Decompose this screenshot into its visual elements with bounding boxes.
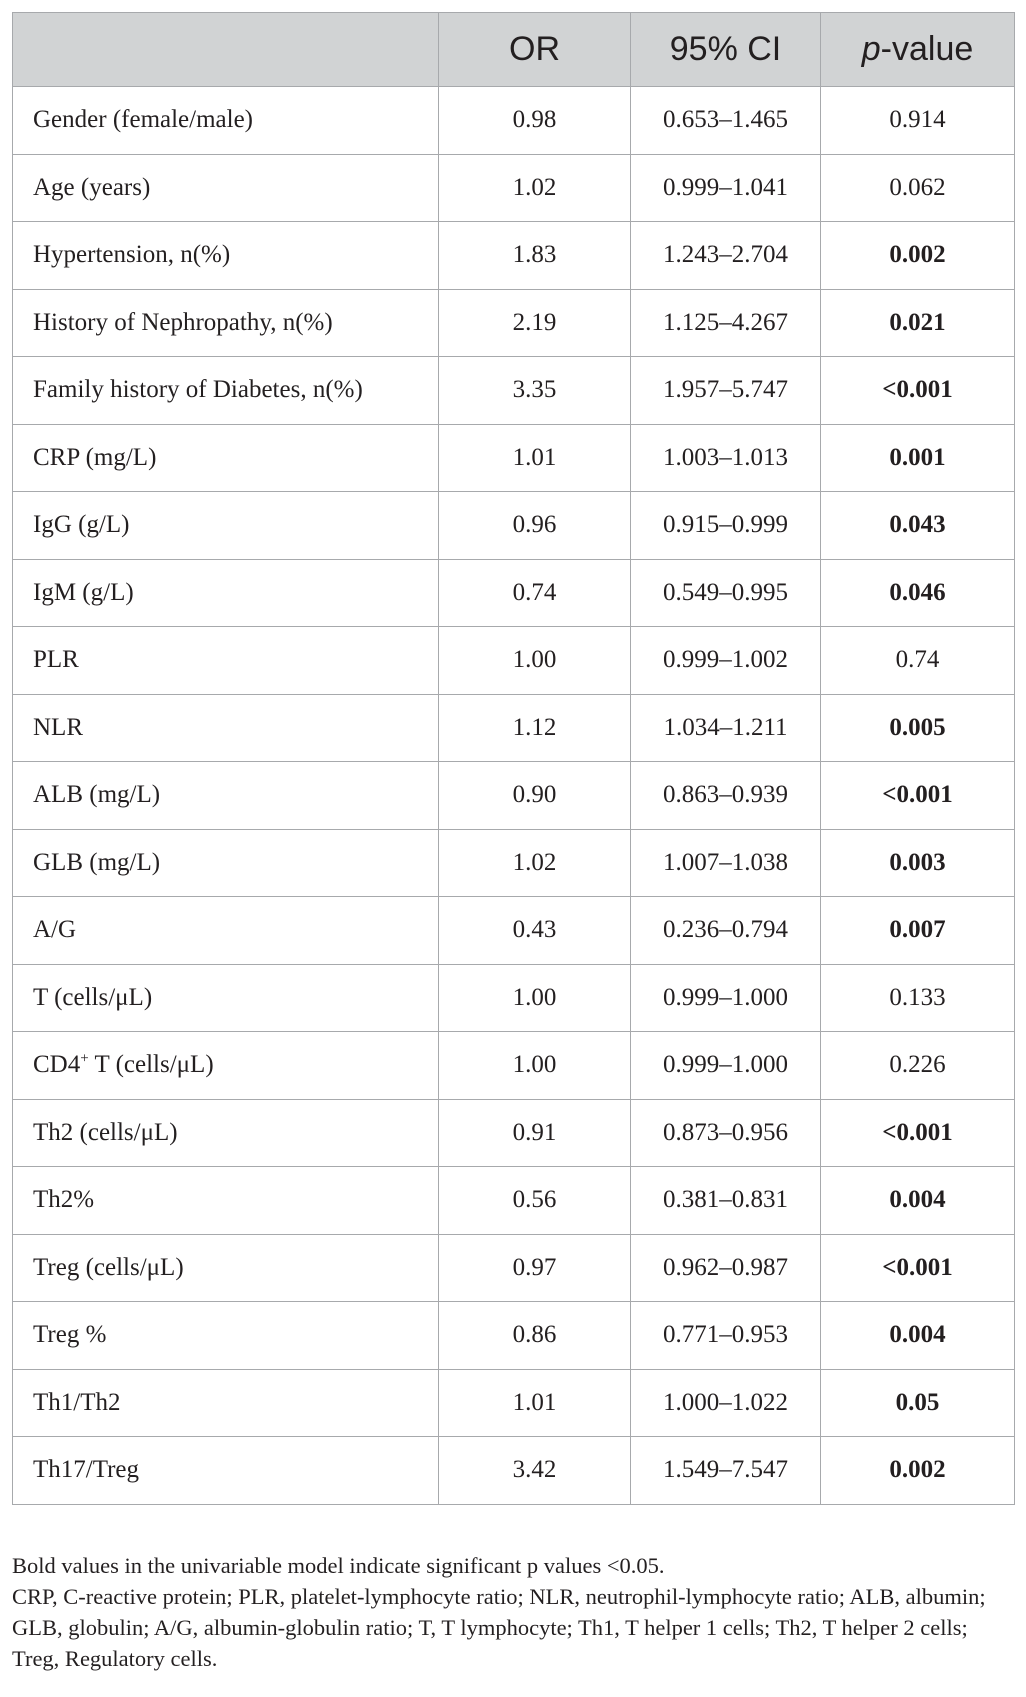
cell-p-value: 0.003 [821, 829, 1015, 897]
cell-or: 1.02 [439, 154, 631, 222]
cell-variable [13, 1369, 439, 1437]
variable-label: History of Nephropathy, n(%) [33, 308, 333, 336]
cell-p-value: 0.002 [821, 222, 1015, 290]
table-row [13, 222, 1015, 290]
table-row [13, 1167, 1015, 1235]
cell-or: 3.42 [439, 1437, 631, 1505]
table-body [13, 87, 1015, 1505]
table-row [13, 1437, 1015, 1505]
cell-variable [13, 1234, 439, 1302]
cell-or: 1.02 [439, 829, 631, 897]
header-p-italic: p [861, 30, 881, 68]
cell-variable [13, 289, 439, 357]
cell-variable [13, 424, 439, 492]
cell-ci: 1.957–5.747 [631, 357, 821, 425]
table-row [13, 1234, 1015, 1302]
cell-p-value: 0.001 [821, 424, 1015, 492]
cell-p-value: 0.007 [821, 897, 1015, 965]
header-p-value [821, 13, 1015, 87]
cell-variable [13, 1032, 439, 1100]
cell-variable [13, 492, 439, 560]
cell-p-value: 0.226 [821, 1032, 1015, 1100]
cell-variable [13, 1437, 439, 1505]
variable-label: ALB (mg/L) [33, 781, 161, 809]
cell-or: 0.43 [439, 897, 631, 965]
cell-or: 1.12 [439, 694, 631, 762]
table-row [13, 357, 1015, 425]
cell-variable [13, 222, 439, 290]
cell-ci: 1.034–1.211 [631, 694, 821, 762]
cell-variable [13, 897, 439, 965]
table-row [13, 289, 1015, 357]
variable-label: T (cells/μL) [33, 983, 153, 1011]
cell-variable [13, 87, 439, 155]
cell-ci: 1.003–1.013 [631, 424, 821, 492]
odds-ratio-table-container [12, 12, 1014, 1505]
table-row [13, 424, 1015, 492]
cell-ci: 0.962–0.987 [631, 1234, 821, 1302]
cell-ci: 0.549–0.995 [631, 559, 821, 627]
variable-label: Th2% [33, 1186, 95, 1214]
cell-or: 0.56 [439, 1167, 631, 1235]
variable-label: Treg % [33, 1321, 107, 1349]
table-row [13, 1302, 1015, 1370]
variable-label: IgG (g/L) [33, 511, 130, 539]
cell-ci: 1.007–1.038 [631, 829, 821, 897]
cell-variable [13, 1302, 439, 1370]
table-row [13, 762, 1015, 830]
cell-variable [13, 694, 439, 762]
variable-label: A/G [33, 916, 77, 944]
cell-ci: 0.771–0.953 [631, 1302, 821, 1370]
cell-ci: 1.243–2.704 [631, 222, 821, 290]
cell-p-value: <0.001 [821, 357, 1015, 425]
variable-label: Gender (female/male) [33, 106, 254, 134]
cell-p-value: <0.001 [821, 762, 1015, 830]
table-row [13, 1369, 1015, 1437]
variable-label: Family history of Diabetes, n(%) [33, 376, 363, 404]
variable-label: Hypertension, n(%) [33, 241, 231, 269]
variable-label: NLR [33, 713, 83, 741]
cell-p-value: 0.004 [821, 1302, 1015, 1370]
cell-p-value: 0.05 [821, 1369, 1015, 1437]
cell-ci: 0.381–0.831 [631, 1167, 821, 1235]
table-footnotes [12, 1550, 1014, 1674]
cell-or: 3.35 [439, 357, 631, 425]
variable-label: PLR [33, 646, 79, 674]
cell-p-value: <0.001 [821, 1234, 1015, 1302]
cell-ci: 0.999–1.041 [631, 154, 821, 222]
footnote-abbreviations: CRP, C-reactive protein; PLR, platelet-lymphocyte ratio; NLR, neutrophil-lymphocyte ratio; ALB, albumin; GLB, globulin; A/G, albumin-globulin ratio; T, T lymphocyte; Th1, T helper 1 cells; Th2, T helper 2 cells; Treg, Regulatory cells. [12, 1584, 986, 1671]
cell-or: 1.83 [439, 222, 631, 290]
variable-label: Th17/Treg [33, 1456, 140, 1484]
cell-variable [13, 964, 439, 1032]
cell-ci: 1.000–1.022 [631, 1369, 821, 1437]
variable-label: IgM (g/L) [33, 578, 134, 606]
cell-variable [13, 1099, 439, 1167]
cell-ci: 0.915–0.999 [631, 492, 821, 560]
cell-p-value: <0.001 [821, 1099, 1015, 1167]
cell-variable [13, 627, 439, 695]
cell-ci: 1.125–4.267 [631, 289, 821, 357]
cell-or: 1.00 [439, 964, 631, 1032]
cell-ci: 0.999–1.002 [631, 627, 821, 695]
variable-label-rest: T (cells/μL) [88, 1051, 214, 1079]
footnote-significance: Bold values in the univariable model indicate significant p values <0.05. [12, 1553, 665, 1578]
table-row [13, 964, 1015, 1032]
cell-variable [13, 829, 439, 897]
cell-p-value: 0.005 [821, 694, 1015, 762]
cell-p-value: 0.062 [821, 154, 1015, 222]
table-row [13, 1099, 1015, 1167]
cell-p-value: 0.002 [821, 1437, 1015, 1505]
table-row [13, 492, 1015, 560]
cell-or: 2.19 [439, 289, 631, 357]
header-variable [13, 13, 439, 87]
cell-p-value: 0.74 [821, 627, 1015, 695]
cell-ci: 0.653–1.465 [631, 87, 821, 155]
cell-ci: 0.873–0.956 [631, 1099, 821, 1167]
odds-ratio-table [12, 12, 1015, 1505]
variable-label: CD4 [33, 1051, 81, 1079]
header-row [13, 13, 1015, 87]
cell-or: 1.01 [439, 1369, 631, 1437]
variable-label: Age (years) [33, 173, 151, 201]
table-row [13, 897, 1015, 965]
cell-p-value: 0.043 [821, 492, 1015, 560]
variable-label: GLB (mg/L) [33, 848, 161, 876]
table-row [13, 87, 1015, 155]
cell-p-value: 0.021 [821, 289, 1015, 357]
cell-ci: 0.999–1.000 [631, 1032, 821, 1100]
cell-p-value: 0.914 [821, 87, 1015, 155]
cell-variable [13, 559, 439, 627]
cell-or: 0.74 [439, 559, 631, 627]
cell-or: 1.01 [439, 424, 631, 492]
cell-or: 1.00 [439, 627, 631, 695]
cell-variable [13, 154, 439, 222]
cell-variable [13, 1167, 439, 1235]
table-row [13, 1032, 1015, 1100]
cell-or: 0.91 [439, 1099, 631, 1167]
variable-superscript: + [80, 1050, 89, 1067]
variable-label: Th1/Th2 [33, 1388, 121, 1416]
cell-variable [13, 357, 439, 425]
cell-or: 0.97 [439, 1234, 631, 1302]
header-p-rest: -value [880, 30, 974, 68]
cell-or: 0.98 [439, 87, 631, 155]
table-row [13, 694, 1015, 762]
variable-label: Th2 (cells/μL) [33, 1118, 178, 1146]
cell-variable [13, 762, 439, 830]
table-row [13, 829, 1015, 897]
cell-ci: 0.863–0.939 [631, 762, 821, 830]
cell-ci: 1.549–7.547 [631, 1437, 821, 1505]
cell-p-value: 0.046 [821, 559, 1015, 627]
variable-label: CRP (mg/L) [33, 443, 157, 471]
table-row [13, 154, 1015, 222]
cell-or: 0.90 [439, 762, 631, 830]
cell-ci: 0.999–1.000 [631, 964, 821, 1032]
table-header [13, 13, 1015, 87]
table-row [13, 559, 1015, 627]
table-row [13, 627, 1015, 695]
cell-p-value: 0.004 [821, 1167, 1015, 1235]
cell-or: 0.96 [439, 492, 631, 560]
header-ci: 95% CI [631, 13, 821, 87]
cell-or: 0.86 [439, 1302, 631, 1370]
cell-ci: 0.236–0.794 [631, 897, 821, 965]
cell-or: 1.00 [439, 1032, 631, 1100]
cell-p-value: 0.133 [821, 964, 1015, 1032]
header-or: OR [439, 13, 631, 87]
variable-label: Treg (cells/μL) [33, 1253, 184, 1281]
